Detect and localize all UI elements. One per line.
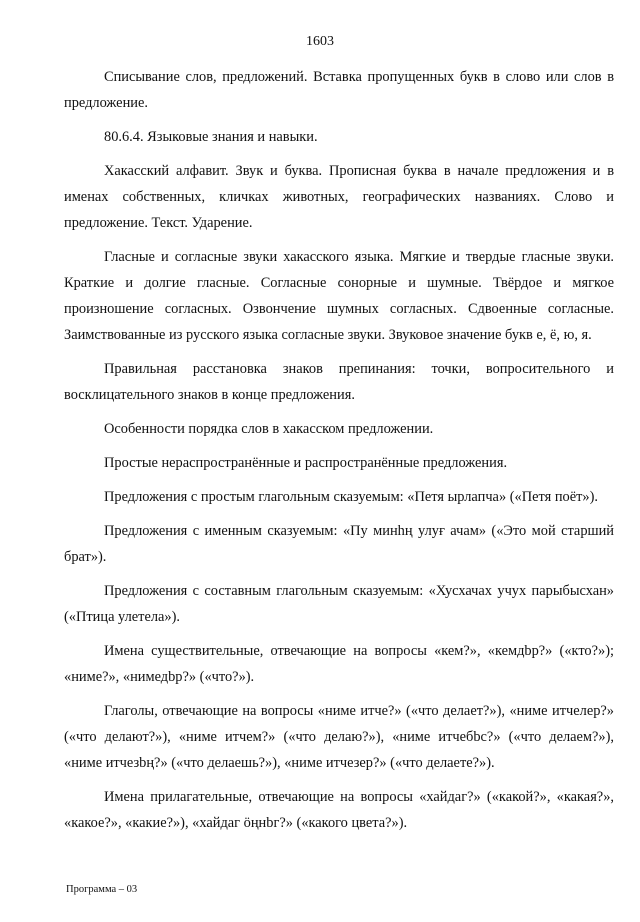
paragraph: Правильная расстановка знаков препинания: точки, вопросительного и восклицательного знаков в конце предложения. [64,361,614,403]
page-number: 1603 [306,34,334,49]
paragraph: Предложения с составным глагольным сказуемым: «Хусхачах учух парыбысхан» («Птица улетела»). [64,583,614,625]
paragraph: Простые нераспространённые и распространённые предложения. [104,455,508,471]
page-footer: Программа – 03 [66,884,138,895]
paragraph: Имена существительные, отвечающие на вопросы «кем?», «кемдbр?» («кто?»); «ниме?», «нимедbр?» («что?»). [64,643,614,685]
paragraph: Списывание слов, предложений. Вставка пропущенных букв в слово или слов в предложение. [64,69,614,111]
paragraph: Предложения с простым глагольным сказуемым: «Петя ырлапча» («Петя поёт»). [104,489,598,505]
paragraph: Имена прилагательные, отвечающие на вопросы «хайдаг?» («какой?», «какая?», «какое?», «какие?»), «хайдаг öңнbг?» («какого цвета?»). [64,789,614,831]
document-body [64,64,614,844]
section-heading: 80.6.4. Языковые знания и навыки. [104,129,318,145]
paragraph: Особенности порядка слов в хакасском предложении. [104,421,434,437]
paragraph: Хакасский алфавит. Звук и буква. Прописная буква в начале предложения и в именах собственных, кличках животных, географических названиях. Слово и предложение. Текст. Ударение. [64,163,614,231]
paragraph: Предложения с именным сказуемым: «Пу минhң улуғ ачам» («Это мой старший брат»). [64,523,614,565]
paragraph: Гласные и согласные звуки хакасского языка. Мягкие и твердые гласные звуки. Краткие и долгие гласные. Согласные сонорные и шумные. Твёрдое и мягкое произношение согласных. Озвончение шумных согласных. Сдвоенные согласные. Заимствованные из русского языка согласные звуки. Звуковое значение букв е, ё, ю, я. [64,249,614,343]
paragraph: Глаголы, отвечающие на вопросы «ниме итче?» («что делает?»), «ниме итчелер?» («что делают?»), «ниме итчем?» («что делаю?»), «ниме итчебbс?» («что делаем?»), «ниме итчезbң?» («что делаешь?»), «ниме итчезер?» («что делаете?»). [64,703,614,771]
